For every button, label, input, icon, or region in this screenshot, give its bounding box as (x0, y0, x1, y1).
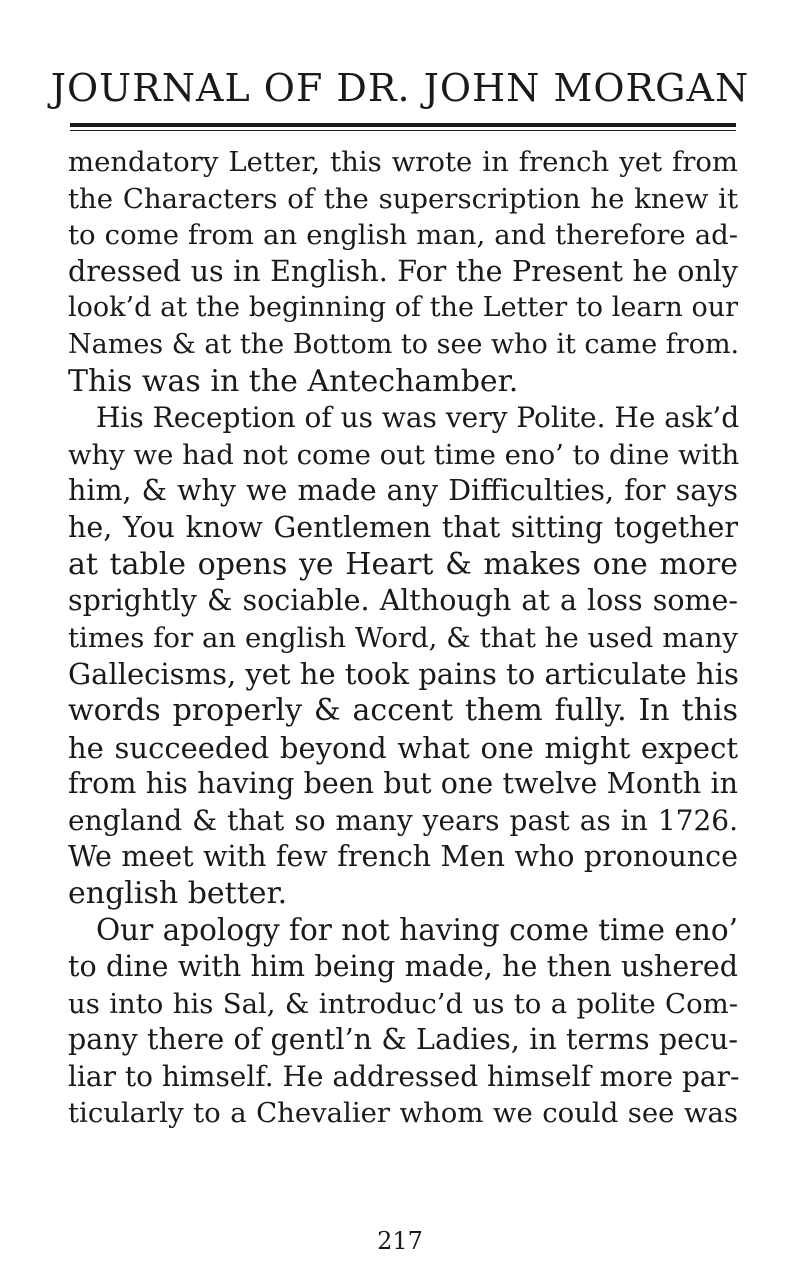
running-head-title: JOURNAL OF DR. JOHN MORGAN (50, 66, 750, 110)
text-line: We meet with few french Men who pronounce (68, 840, 738, 874)
text-line: This was in the Antechamber. (68, 363, 519, 399)
text-line: words properly & accent them fully. In this (68, 692, 738, 728)
text-line: from his having been but one twelve Month in (68, 767, 738, 801)
text-line: he, You know Gentlemen that sitting together (68, 510, 738, 544)
header-rule-thick (70, 123, 736, 127)
text-line: look’d at the beginning of the Letter to learn our (68, 292, 738, 324)
text-line: england & that so many years past as in 1726. (68, 803, 738, 837)
text-line: mendatory Letter, this wrote in french yet from (68, 146, 738, 178)
text-line: ticularly to a Chevalier whom we could see was (68, 1097, 738, 1130)
text-line: to come from an english man, and therefore ad- (68, 219, 738, 252)
text-line: the Characters of the superscription he knew it (68, 182, 738, 215)
text-line: to dine with him being made, he then ushered (68, 950, 738, 984)
body-text (68, 144, 738, 1132)
text-line: why we had not come out time eno’ to dine with (68, 438, 740, 471)
text-line: pany there of gentl’n & Ladies, in terms pecu- (68, 1023, 738, 1057)
text-line-paragraph-start: Our apology for not having come time eno’ (96, 913, 738, 948)
text-line: him, & why we made any Difficulties, for says (68, 474, 738, 508)
text-line: english better. (68, 875, 288, 911)
text-line: at table opens ye Heart & makes one more (68, 546, 738, 582)
text-line: dressed us in English. For the Present he only (68, 254, 738, 288)
text-line: us into his Sal, & introduc’d us to a polite Com- (68, 987, 738, 1020)
text-line-paragraph-start: His Reception of us was very Polite. He ask’d (96, 401, 740, 435)
page-number: 217 (377, 1227, 423, 1255)
text-line: he succeeded beyond what one might expect (68, 730, 738, 765)
text-line: times for an english Word, & that he used many (68, 621, 738, 654)
text-line: Names & at the Bottom to see who it came from. (68, 328, 740, 360)
text-line: liar to himself. He addressed himself more par- (68, 1059, 740, 1093)
text-line: sprightly & sociable. Although at a loss some- (68, 584, 738, 618)
header-rule-thin (70, 130, 736, 131)
text-line: Gallecisms, yet he took pains to articulate his (68, 657, 739, 692)
